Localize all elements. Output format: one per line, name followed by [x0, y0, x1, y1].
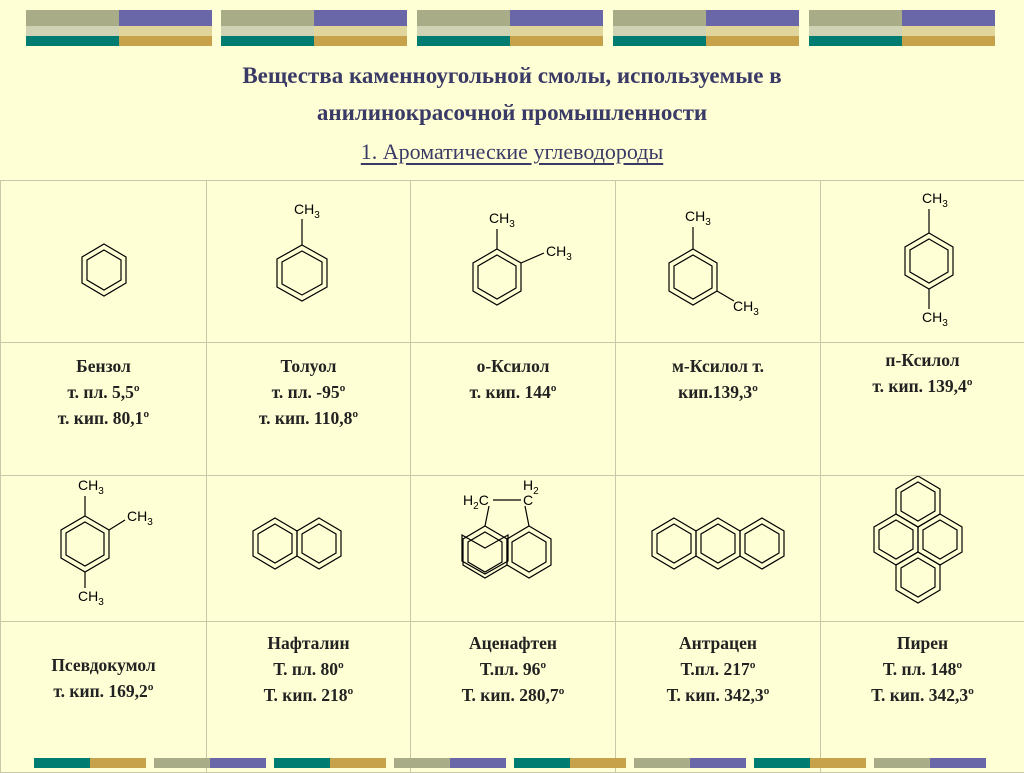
compound-info: [821, 343, 1024, 476]
compound-prop: т. пл. -95º: [207, 379, 410, 405]
compound-prop: Т.пл. 217º: [616, 656, 820, 682]
pseudocumene-structure: [1, 476, 207, 616]
structure-cell: [821, 181, 1024, 343]
structure-cell: [1, 181, 207, 343]
compound-prop: Т.пл. 96º: [411, 656, 615, 682]
compound-prop: кип.139,3º: [616, 379, 820, 405]
compound-info: [411, 622, 616, 773]
structure-row: [1, 476, 1024, 622]
naphthalene-structure: [207, 476, 411, 616]
section-subtitle: 1. Ароматические углеводороды: [0, 139, 1024, 165]
ch3-label: $CH_3$: [733, 298, 759, 318]
compound-name: п-Ксилол: [821, 347, 1024, 373]
bottom-decoration: [0, 758, 1024, 768]
structure-cell: [616, 181, 821, 343]
compound-info: [1, 343, 207, 476]
compound-prop: Т. пл. 80º: [207, 656, 410, 682]
compound-prop: Т. кип. 280,7º: [411, 682, 615, 708]
structure-cell: [207, 181, 411, 343]
compound-name: Нафталин: [207, 630, 410, 656]
compound-prop: Т. пл. 148º: [821, 656, 1024, 682]
compound-info: [207, 343, 411, 476]
m-xylene-structure: [616, 181, 821, 337]
ch3-label: $CH_3$: [922, 190, 948, 210]
compound-prop: Т. кип. 342,3º: [821, 682, 1024, 708]
deco-block: [809, 10, 995, 46]
benzene-structure: [1, 181, 207, 337]
structure-row: [1, 181, 1024, 343]
compound-prop: Т. кип. 342,3º: [616, 682, 820, 708]
ch3-label: $CH_3$: [127, 508, 153, 528]
compound-name: Аценафтен: [411, 630, 615, 656]
anthracene-structure: [616, 476, 821, 616]
toluene-structure: [207, 181, 411, 337]
structure-cell: [821, 476, 1024, 622]
ch3-label: $CH_3$: [294, 201, 320, 221]
structure-cell: [616, 476, 821, 622]
deco-block: [417, 10, 603, 46]
ch3-label: $CH_3$: [922, 309, 948, 329]
structure-cell: [1, 476, 207, 622]
structure-cell: [411, 181, 616, 343]
ch3-label: $CH_3$: [546, 243, 572, 263]
pyrene-structure: [821, 476, 1024, 616]
compound-name: Антрацен: [616, 630, 820, 656]
compound-prop: т. кип. 144º: [411, 379, 615, 405]
deco-block: [26, 10, 212, 46]
compound-info: [411, 343, 616, 476]
ch2-label: $H_2C$: [463, 492, 489, 512]
o-xylene-structure: [411, 181, 616, 337]
structure-cell: [411, 476, 616, 622]
ch3-label: $CH_3$: [78, 477, 104, 497]
compound-prop: т. кип. 110,8º: [207, 405, 410, 431]
names-row: [1, 343, 1024, 476]
ch2-label: C: [523, 492, 533, 508]
compound-prop: т. пл. 5,5º: [1, 379, 206, 405]
compound-prop: Т. кип. 218º: [207, 682, 410, 708]
ch3-label: $CH_3$: [685, 208, 711, 228]
ch2-label: $H_2$: [523, 477, 539, 497]
compound-info: [616, 622, 821, 773]
compound-prop: т. кип. 169,2º: [1, 678, 206, 704]
compound-name: о-Ксилол: [411, 353, 615, 379]
compound-name: Бензол: [1, 353, 206, 379]
compound-name: Пирен: [821, 630, 1024, 656]
compound-info: [1, 622, 207, 773]
compound-prop: т. кип. 80,1º: [1, 405, 206, 431]
compound-info: [821, 622, 1024, 773]
compound-info: [616, 343, 821, 476]
page-title-line2: анилинокрасочной промышленности: [0, 96, 1024, 130]
deco-block: [221, 10, 407, 46]
compound-name: м-Ксилол т.: [616, 353, 820, 379]
compound-name: Псевдокумол: [1, 652, 206, 678]
ch3-label: $CH_3$: [78, 588, 104, 608]
deco-block: [613, 10, 799, 46]
compound-info: [207, 622, 411, 773]
compound-prop: т. кип. 139,4º: [821, 373, 1024, 399]
acenaphthene-structure: [411, 476, 616, 616]
compound-name: Толуол: [207, 353, 410, 379]
structure-cell: [207, 476, 411, 622]
ch3-label: $CH_3$: [489, 210, 515, 230]
compounds-table: [0, 180, 1024, 773]
names-row: [1, 622, 1024, 773]
p-xylene-structure: [821, 181, 1024, 337]
top-decoration: [0, 0, 1024, 50]
page-title-line1: Вещества каменноугольной смолы, используемые в: [0, 59, 1024, 93]
